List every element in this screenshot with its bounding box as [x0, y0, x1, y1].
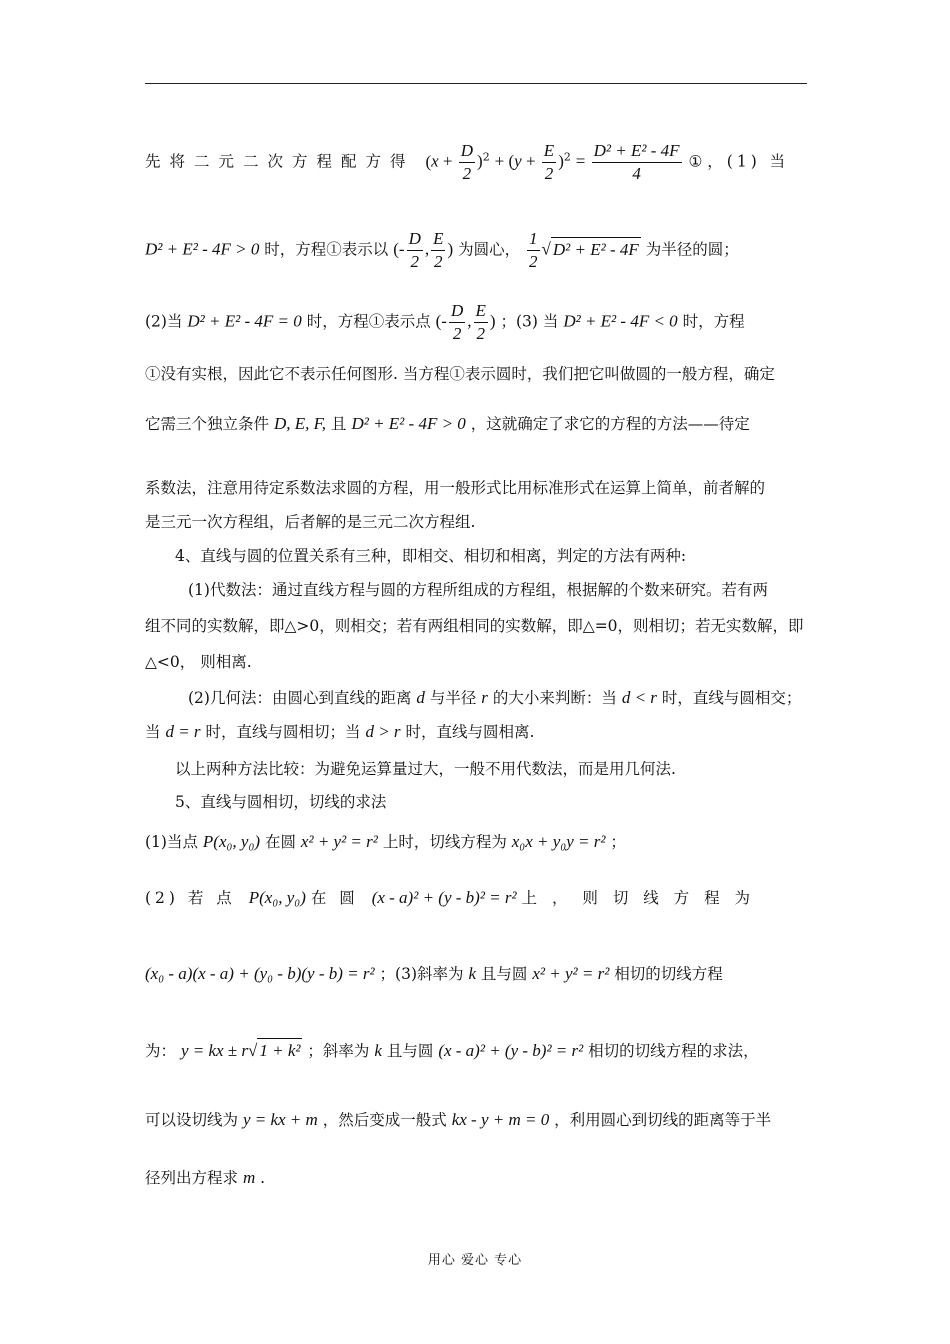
- paragraph-line-15: 5、直线与圆相切，切线的求法: [175, 793, 387, 811]
- text: 时，直线与圆相交；: [661, 689, 802, 707]
- paragraph-line-14: 以上两种方法比较：为避免运算量过大，一般不用代数法，而是用几何法.: [175, 760, 676, 778]
- paragraph-line-18: (x₀ - a)(x - a) + (y₀ - b)(y - b) = r² ；(3)斜率为 k 且与圆 x² + y² = r² 相切的切线方程: [145, 964, 723, 983]
- math-cond-pos: D² + E² - 4F > 0: [351, 414, 466, 433]
- text: 上时，切线方程为: [382, 833, 507, 851]
- text: 相切的切线方程的求法，: [588, 1042, 759, 1060]
- fraction-rhs: $\frac{\text{D² + E² - 4F}}{4}$: [593, 141, 680, 183]
- text: ；: [610, 833, 626, 851]
- paragraph-line-5: [145, 412, 807, 436]
- paragraph-line-6: 系数法，注意用待定系数法求圆的方程，用一般形式比用标准形式在运算上简单，前者解的: [145, 479, 766, 497]
- math-def: D, E, F,: [273, 414, 327, 433]
- text: (2) 若 点: [145, 889, 236, 907]
- circled-label-1: ①: [688, 152, 703, 171]
- math-cond-pos: D² + E² - 4F > 0: [145, 239, 260, 259]
- text: (1)当点: [145, 833, 198, 851]
- text: 且: [331, 415, 347, 433]
- text: 的大小来判断：当: [492, 689, 617, 707]
- text: 且与圆: [386, 1042, 434, 1060]
- paragraph-line-1: 先将二元二次方程配方得 (x + $\frac{D}{2}$ )$^2$ + (y + $\frac{E}{2}$ )$^2$ = $\frac{\text{D² + E² - 4F}}{4}$ ① ，(1) 当: [145, 141, 790, 183]
- paragraph-line-7: 是三元一次方程组，后者解的是三元二次方程组.: [145, 513, 476, 531]
- text: ，这就确定了求它的方程的方法——待定: [470, 415, 750, 433]
- text: 时，直线与圆相切；当: [205, 723, 361, 741]
- text: 相切的切线方程: [614, 965, 723, 983]
- paragraph-line-21: 径列出方程求 m .: [145, 1168, 266, 1187]
- paragraph-line-8: 4、直线与圆的位置关系有三种，即相交、相切和相离，判定的方法有两种:: [175, 547, 687, 565]
- math-cond-zero: D² + E² - 4F = 0: [187, 311, 302, 331]
- text: 且与圆: [480, 965, 528, 983]
- paragraph-line-12: (2)几何法：由圆心到直线的距离 d 与半径 r 的大小来判断：当 d < r 时，直线与圆相交；: [188, 688, 802, 707]
- text: 为：: [145, 1042, 177, 1060]
- text: 与半径: [429, 689, 477, 707]
- text: 为半径的圆；: [645, 240, 739, 259]
- text: 为圆心，: [458, 240, 521, 259]
- text: ；斜率为: [307, 1042, 370, 1060]
- paragraph-line-20: 可以设切线为 y = kx + m ，然后变成一般式 kx - y + m = 0 ，利用圆心到切线的距离等于半: [145, 1110, 772, 1129]
- header-rule: [145, 83, 807, 84]
- text: 时，方程: [682, 312, 745, 331]
- text: 径列出方程求: [145, 1169, 239, 1187]
- paragraph-line-13: 当 d = r 时，直线与圆相切；当 d > r 时，直线与圆相离.: [145, 722, 535, 741]
- text: (2)当: [145, 312, 183, 331]
- text: 时，直线与圆相离.: [405, 723, 535, 741]
- paragraph-line-11: △<0， 则相离.: [145, 653, 252, 671]
- text: ，然后变成一般式: [322, 1111, 447, 1129]
- text: 先将二元二次方程配方得: [145, 152, 415, 171]
- text: ；(3)斜率为: [379, 965, 464, 983]
- page-footer: 用心 爱心 专心: [427, 1253, 523, 1268]
- text: ，利用圆心到切线的距离等于半: [554, 1111, 772, 1129]
- paragraph-line-9: (1)代数法：通过直线方程与圆的方程所组成的方程组，根据解的个数来研究。若有两: [188, 581, 768, 599]
- text: ，(1) 当: [707, 152, 790, 171]
- text: 当: [145, 723, 161, 741]
- text: 可以设切线为: [145, 1111, 239, 1129]
- text: 时，方程①表示点: [306, 312, 431, 331]
- paragraph-line-17: (2) 若 点 P(x₀, y₀) 在 圆 (x - a)² + (y - b)² = r² 上 ， 则 切 线 方 程 为: [145, 888, 756, 907]
- math-cond-neg: D² + E² - 4F < 0: [563, 311, 678, 331]
- text: .: [260, 1169, 266, 1187]
- paragraph-line-3: (2)当 D² + E² - 4F = 0 时，方程①表示点 (- $\frac{D}{2}$ , $\frac{E}{2}$ ) ；(3) 当 D² + E² - 4F < 0 时，方程: [145, 301, 745, 343]
- text: 时，方程①表示以: [264, 240, 389, 259]
- fraction-e-over-2: $\frac{E}{2}$: [543, 141, 555, 183]
- text: (2)几何法：由圆心到直线的距离: [188, 689, 412, 707]
- text: 上 ， 则 切 线 方 程 为: [521, 889, 756, 907]
- fraction-d-over-2: $\frac{D}{2}$: [460, 141, 474, 183]
- text: 它需三个独立条件: [145, 415, 270, 433]
- math-sqrt: D² + E² - 4F: [551, 237, 641, 262]
- paragraph-line-10: 组不同的实数解，即△>0，则相交；若有两组相同的实数解，即△=0，则相切；若无实数解，即: [145, 617, 804, 635]
- text: 在圆: [264, 833, 296, 851]
- paragraph-line-2: D² + E² - 4F > 0 时，方程①表示以 (- $\frac{D}{2}$ , $\frac{E}{2}$ ) 为圆心， $\frac{1}{2}$ √ D² + E² - 4F 为半径的圆；: [145, 229, 739, 271]
- text: ；(3) 当: [500, 312, 559, 331]
- paragraph-line-16: (1)当点 P(x₀, y₀) 在圆 x² + y² = r² 上时，切线方程为 x₀x + y₀y = r² ；: [145, 832, 626, 851]
- paragraph-line-4: ①没有实根，因此它不表示任何图形. 当方程①表示圆时，我们把它叫做圆的一般方程，确定: [145, 365, 775, 383]
- paragraph-line-19: 为： y = kx ± r√ 1 + k² ；斜率为 k 且与圆 (x - a)² + (y - b)² = r² 相切的切线方程的求法，: [145, 1038, 807, 1063]
- text: 在 圆: [310, 889, 359, 907]
